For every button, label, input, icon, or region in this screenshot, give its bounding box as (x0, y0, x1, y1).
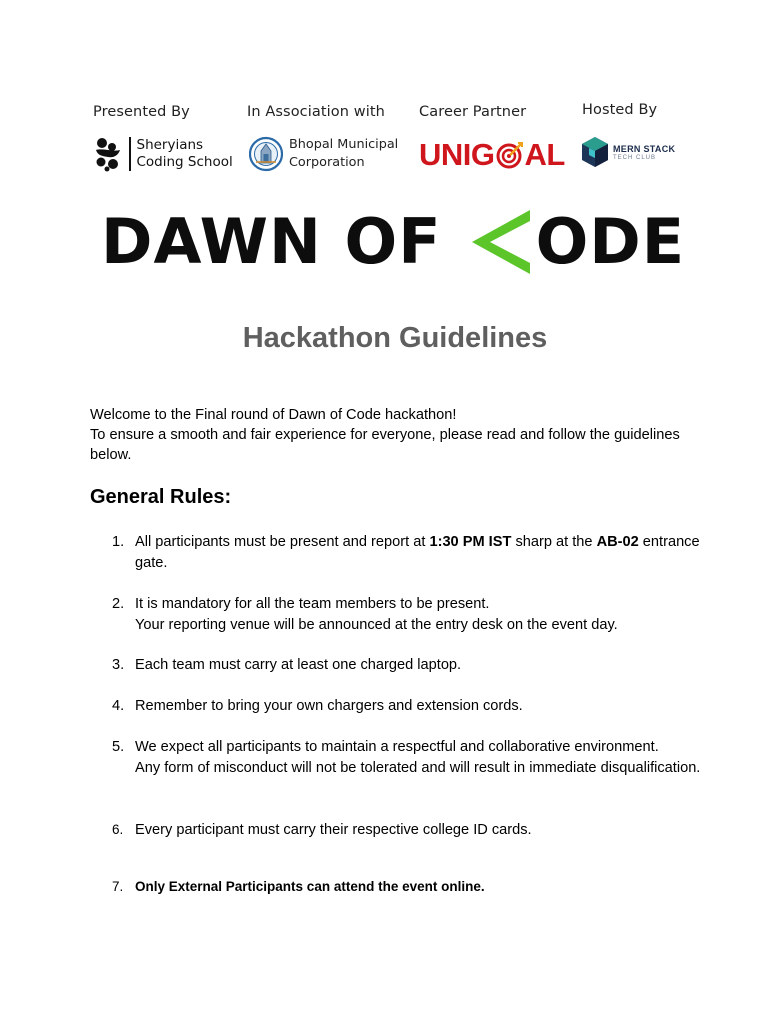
presented-by-section (93, 104, 190, 120)
list-item-number: 5. (112, 739, 125, 755)
career-partner-section (419, 104, 526, 120)
sheryians-divider (129, 137, 131, 171)
rule-5-line2: Any form of misconduct will not be tolerated and will result in immediate disqualification. (135, 759, 701, 776)
bmc-wordmark (289, 136, 398, 172)
list-item-number: 7. (112, 879, 124, 894)
list-item-text (135, 532, 705, 573)
bmc-line2: Corporation (289, 155, 365, 170)
intro-line2: To ensure a smooth and fair experience for everyone, please read and follow the guidelines below. (90, 427, 680, 463)
hosted-by-section (582, 102, 657, 118)
rule-1-post: entrance gate. (135, 534, 700, 571)
list-item-number: 6. (112, 822, 124, 837)
sheryians-logo (93, 136, 233, 172)
rule-1-pre: All participants must be present and report at (135, 534, 430, 550)
rule-2-line1: It is mandatory for all the team members to be present. (135, 596, 490, 612)
bmc-seal-icon (249, 135, 283, 173)
event-logo-part1: DAWN OF (101, 205, 442, 278)
unigoal-suffix: AL (524, 137, 565, 172)
list-item-number: 3. (112, 657, 125, 673)
list-item-text: Only External Participants can attend the event online. (135, 879, 485, 894)
chevron-left-icon (468, 208, 534, 276)
presented-by-heading: Presented By (93, 104, 190, 120)
unigoal-prefix: UNIG (419, 137, 495, 172)
career-partner-heading: Career Partner (419, 104, 527, 120)
sheryians-wordmark (137, 137, 233, 171)
sheryians-line1: Sheryians (136, 137, 204, 153)
unigoal-wordmark (419, 139, 565, 170)
sponsor-strip (0, 104, 768, 184)
list-item-number: 1. (112, 534, 125, 550)
mern-title: MERN STACK (613, 143, 676, 154)
rule-1-mid: sharp at the (511, 534, 597, 550)
rule-2-line2: Your reporting venue will be announced at the entry desk on the event day. (135, 616, 618, 633)
bmc-logo (249, 135, 398, 173)
cube-icon (581, 136, 609, 168)
association-heading: In Association with (247, 104, 385, 120)
mern-subtitle: TECH CLUB (613, 154, 657, 161)
list-item-text: Every participant must carry their respective college ID cards. (135, 822, 532, 838)
list-item-text: Remember to bring your own chargers and extension cords. (135, 698, 523, 714)
intro-paragraph (90, 405, 720, 465)
event-logo (101, 206, 685, 278)
report-time: 1:30 PM IST (429, 534, 512, 550)
sheryians-mark-icon (93, 136, 123, 172)
list-item-number: 4. (112, 698, 125, 714)
event-logo-part2: ODE (535, 205, 686, 278)
association-section (247, 104, 385, 120)
report-location: AB-02 (596, 534, 639, 550)
list-item-text: Each team must carry at least one charged laptop. (135, 657, 462, 673)
bmc-line1: Bhopal Municipal (289, 137, 399, 152)
list-item-text (135, 737, 705, 778)
list-item-text (135, 594, 705, 635)
hosted-by-heading: Hosted By (582, 102, 658, 118)
mern-stack-logo (581, 136, 675, 168)
intro-line1: Welcome to the Final round of Dawn of Code hackathon! (90, 407, 457, 423)
target-icon (496, 141, 524, 169)
sheryians-line2: Coding School (136, 154, 233, 170)
rule-5-line1: We expect all participants to maintain a respectful and collaborative environment. (135, 739, 659, 755)
unigoal-logo (419, 139, 565, 170)
mern-wordmark (613, 144, 675, 161)
general-rules-heading: General Rules: (90, 486, 232, 508)
list-item-number: 2. (112, 596, 125, 612)
page-title: Hackathon Guidelines (242, 322, 548, 354)
